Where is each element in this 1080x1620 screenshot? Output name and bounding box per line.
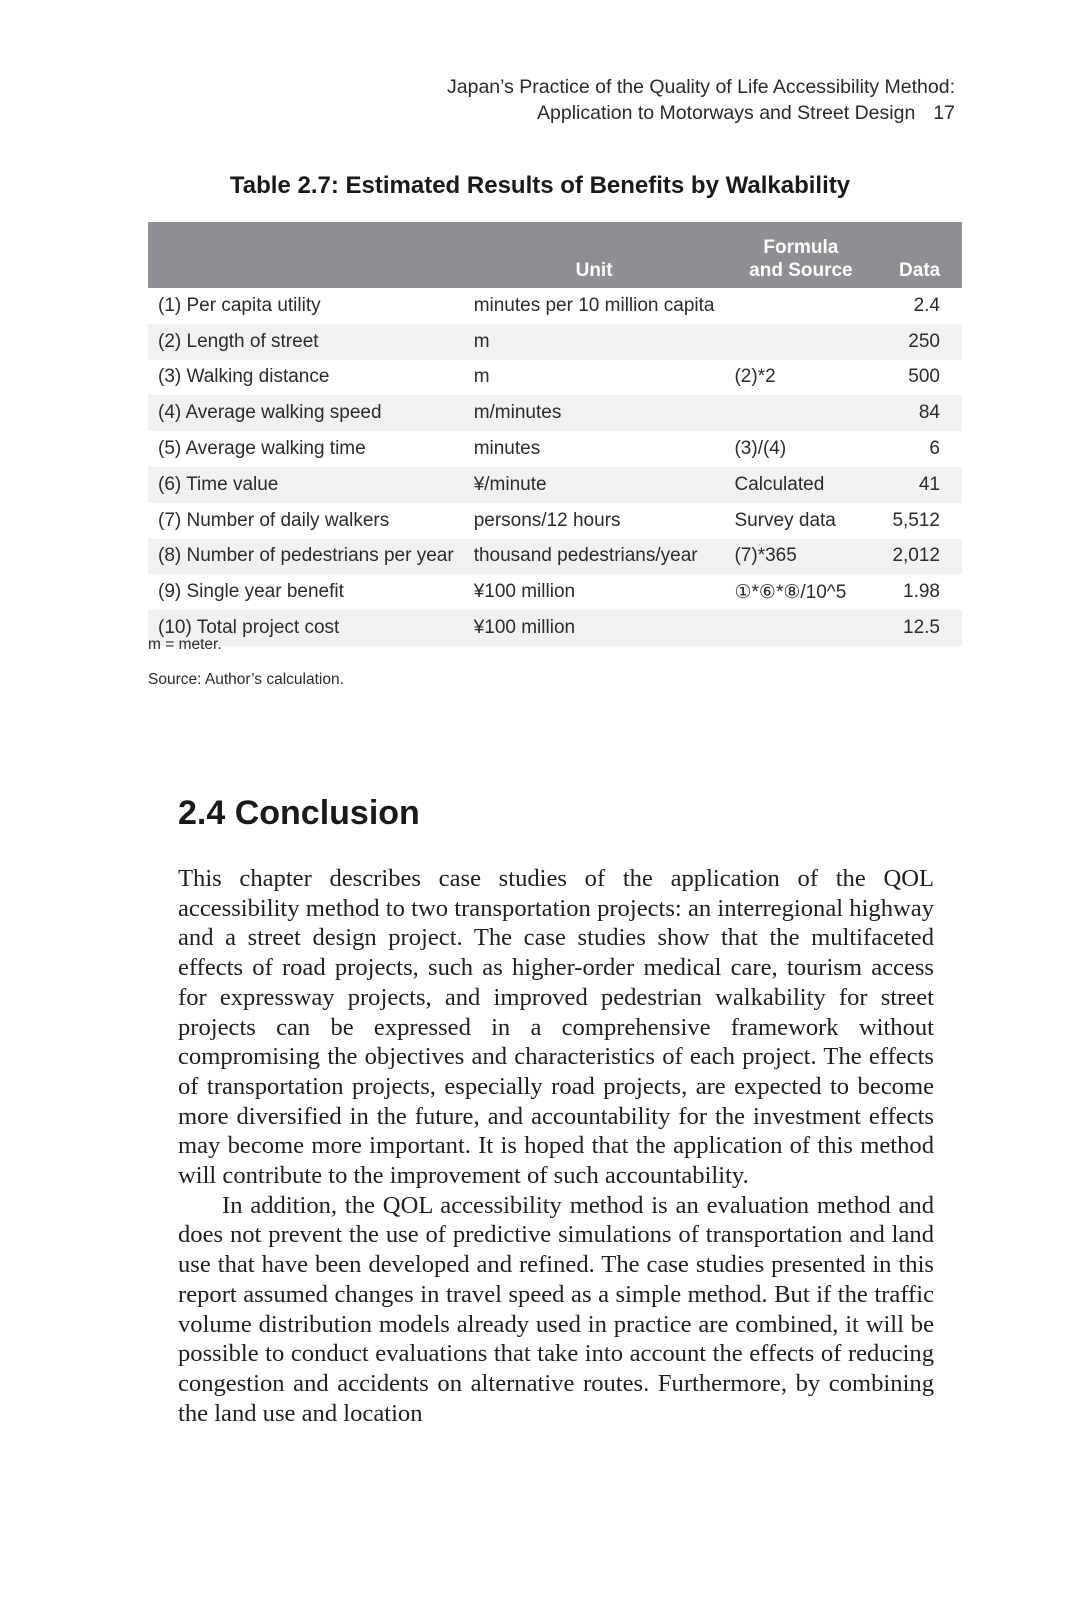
row-item: (4) Average walking speed: [148, 395, 464, 431]
header-formula-line-2: and Source: [749, 260, 853, 281]
row-unit: m/minutes: [464, 395, 725, 431]
row-data: 12.5: [877, 610, 962, 646]
row-formula: (7)*365: [724, 539, 877, 575]
row-item: (3) Walking distance: [158, 366, 330, 388]
row-unit: persons/12 hours: [473, 509, 621, 531]
running-header: [447, 74, 955, 126]
row-data: 41: [877, 467, 962, 503]
row-unit: thousand pedestrians/year: [464, 539, 725, 575]
table-header-row: [148, 222, 962, 288]
table-row: [148, 467, 962, 503]
row-item: (2) Length of street: [148, 324, 464, 360]
row-formula: Calculated: [724, 467, 877, 503]
benefits-table: [148, 222, 962, 646]
running-header-subtitle: Application to Motorways and Street Design: [537, 102, 916, 124]
row-data: 6: [929, 438, 940, 460]
header-unit: Unit: [464, 222, 725, 288]
row-data: 5,512: [892, 509, 940, 531]
row-unit: m: [464, 324, 725, 360]
section-heading: 2.4 Conclusion: [178, 794, 420, 832]
table-row: [148, 431, 962, 467]
row-formula: (2)*2: [734, 366, 776, 388]
row-item: (7) Number of daily walkers: [158, 509, 390, 531]
row-data: 500: [908, 366, 940, 388]
page-number: 17: [933, 102, 955, 124]
row-formula: [724, 610, 877, 646]
row-formula: (3)/(4): [734, 438, 787, 460]
running-header-line-2: [447, 100, 955, 126]
row-data: 2.4: [913, 294, 940, 316]
row-unit: minutes: [473, 438, 541, 460]
row-formula: ①*⑥*⑧/10^5: [734, 581, 847, 603]
table-source: Source: Author’s calculation.: [148, 671, 344, 688]
table-row: [148, 574, 962, 610]
row-data: 84: [877, 395, 962, 431]
row-data: 250: [877, 324, 962, 360]
row-formula: Survey data: [734, 509, 836, 531]
row-formula: [724, 395, 877, 431]
table-row: [148, 324, 962, 360]
header-data: Data: [877, 222, 962, 288]
table-row: [148, 539, 962, 575]
row-unit: minutes per 10 million capita: [473, 294, 715, 316]
row-item: (1) Per capita utility: [158, 294, 321, 316]
row-item: (10) Total project cost: [148, 610, 464, 646]
row-item: (8) Number of pedestrians per year: [148, 539, 464, 575]
row-item: (5) Average walking time: [158, 438, 366, 460]
row-unit: ¥100 million: [464, 610, 725, 646]
row-unit: m: [473, 366, 490, 388]
table-row: [148, 503, 962, 539]
header-formula-line-1: Formula: [763, 237, 839, 258]
header-formula: [724, 222, 877, 288]
row-data: 2,012: [877, 539, 962, 575]
table-row: [148, 395, 962, 431]
table-note: m = meter.: [148, 636, 222, 653]
row-formula: [724, 324, 877, 360]
header-item: [148, 222, 464, 288]
paragraph-1: This chapter describes case studies of the application of the QOL accessibility method to two transportation projects: an interregional highway and a street design project. The case studies show that the multifaceted effects of road projects, such as higher-order medical care, tourism access for expressway projects, and improved pedestrian walkability for street projects can be expressed in a comprehensive framework without compromising the objectives and characteristics of each project. The effects of transportation projects, especially road projects, are expected to become more diversified in the future, and accountability for the investment effects may become more important. It is hoped that the application of this method will contribute to the improvement of such accountability.: [178, 865, 934, 1190]
table-row: [148, 360, 962, 396]
table-row: [148, 288, 962, 324]
row-unit: ¥/minute: [464, 467, 725, 503]
table-title: Table 2.7: Estimated Results of Benefits by Walkability: [229, 172, 851, 199]
row-formula: [724, 288, 877, 324]
table-row: [148, 610, 962, 646]
row-data: 1.98: [903, 581, 940, 603]
running-header-line-1: Japan’s Practice of the Quality of Life Accessibility Method:: [447, 76, 955, 98]
paragraph-2: In addition, the QOL accessibility method is an evaluation method and does not prevent the use of predictive simulations of transportation and land use that have been developed and refined. The case studies presented in this report assumed changes in travel speed as a simple method. But if the traffic volume distribution models already used in practice are combined, it will be possible to conduct evaluations that take into account the effects of reducing congestion and accidents on alternative routes. Furthermore, by combining the land use and location: [178, 1191, 934, 1427]
row-item: (6) Time value: [148, 467, 464, 503]
row-unit: ¥100 million: [473, 581, 576, 603]
row-item: (9) Single year benefit: [158, 581, 344, 603]
section-body: [178, 864, 934, 1428]
